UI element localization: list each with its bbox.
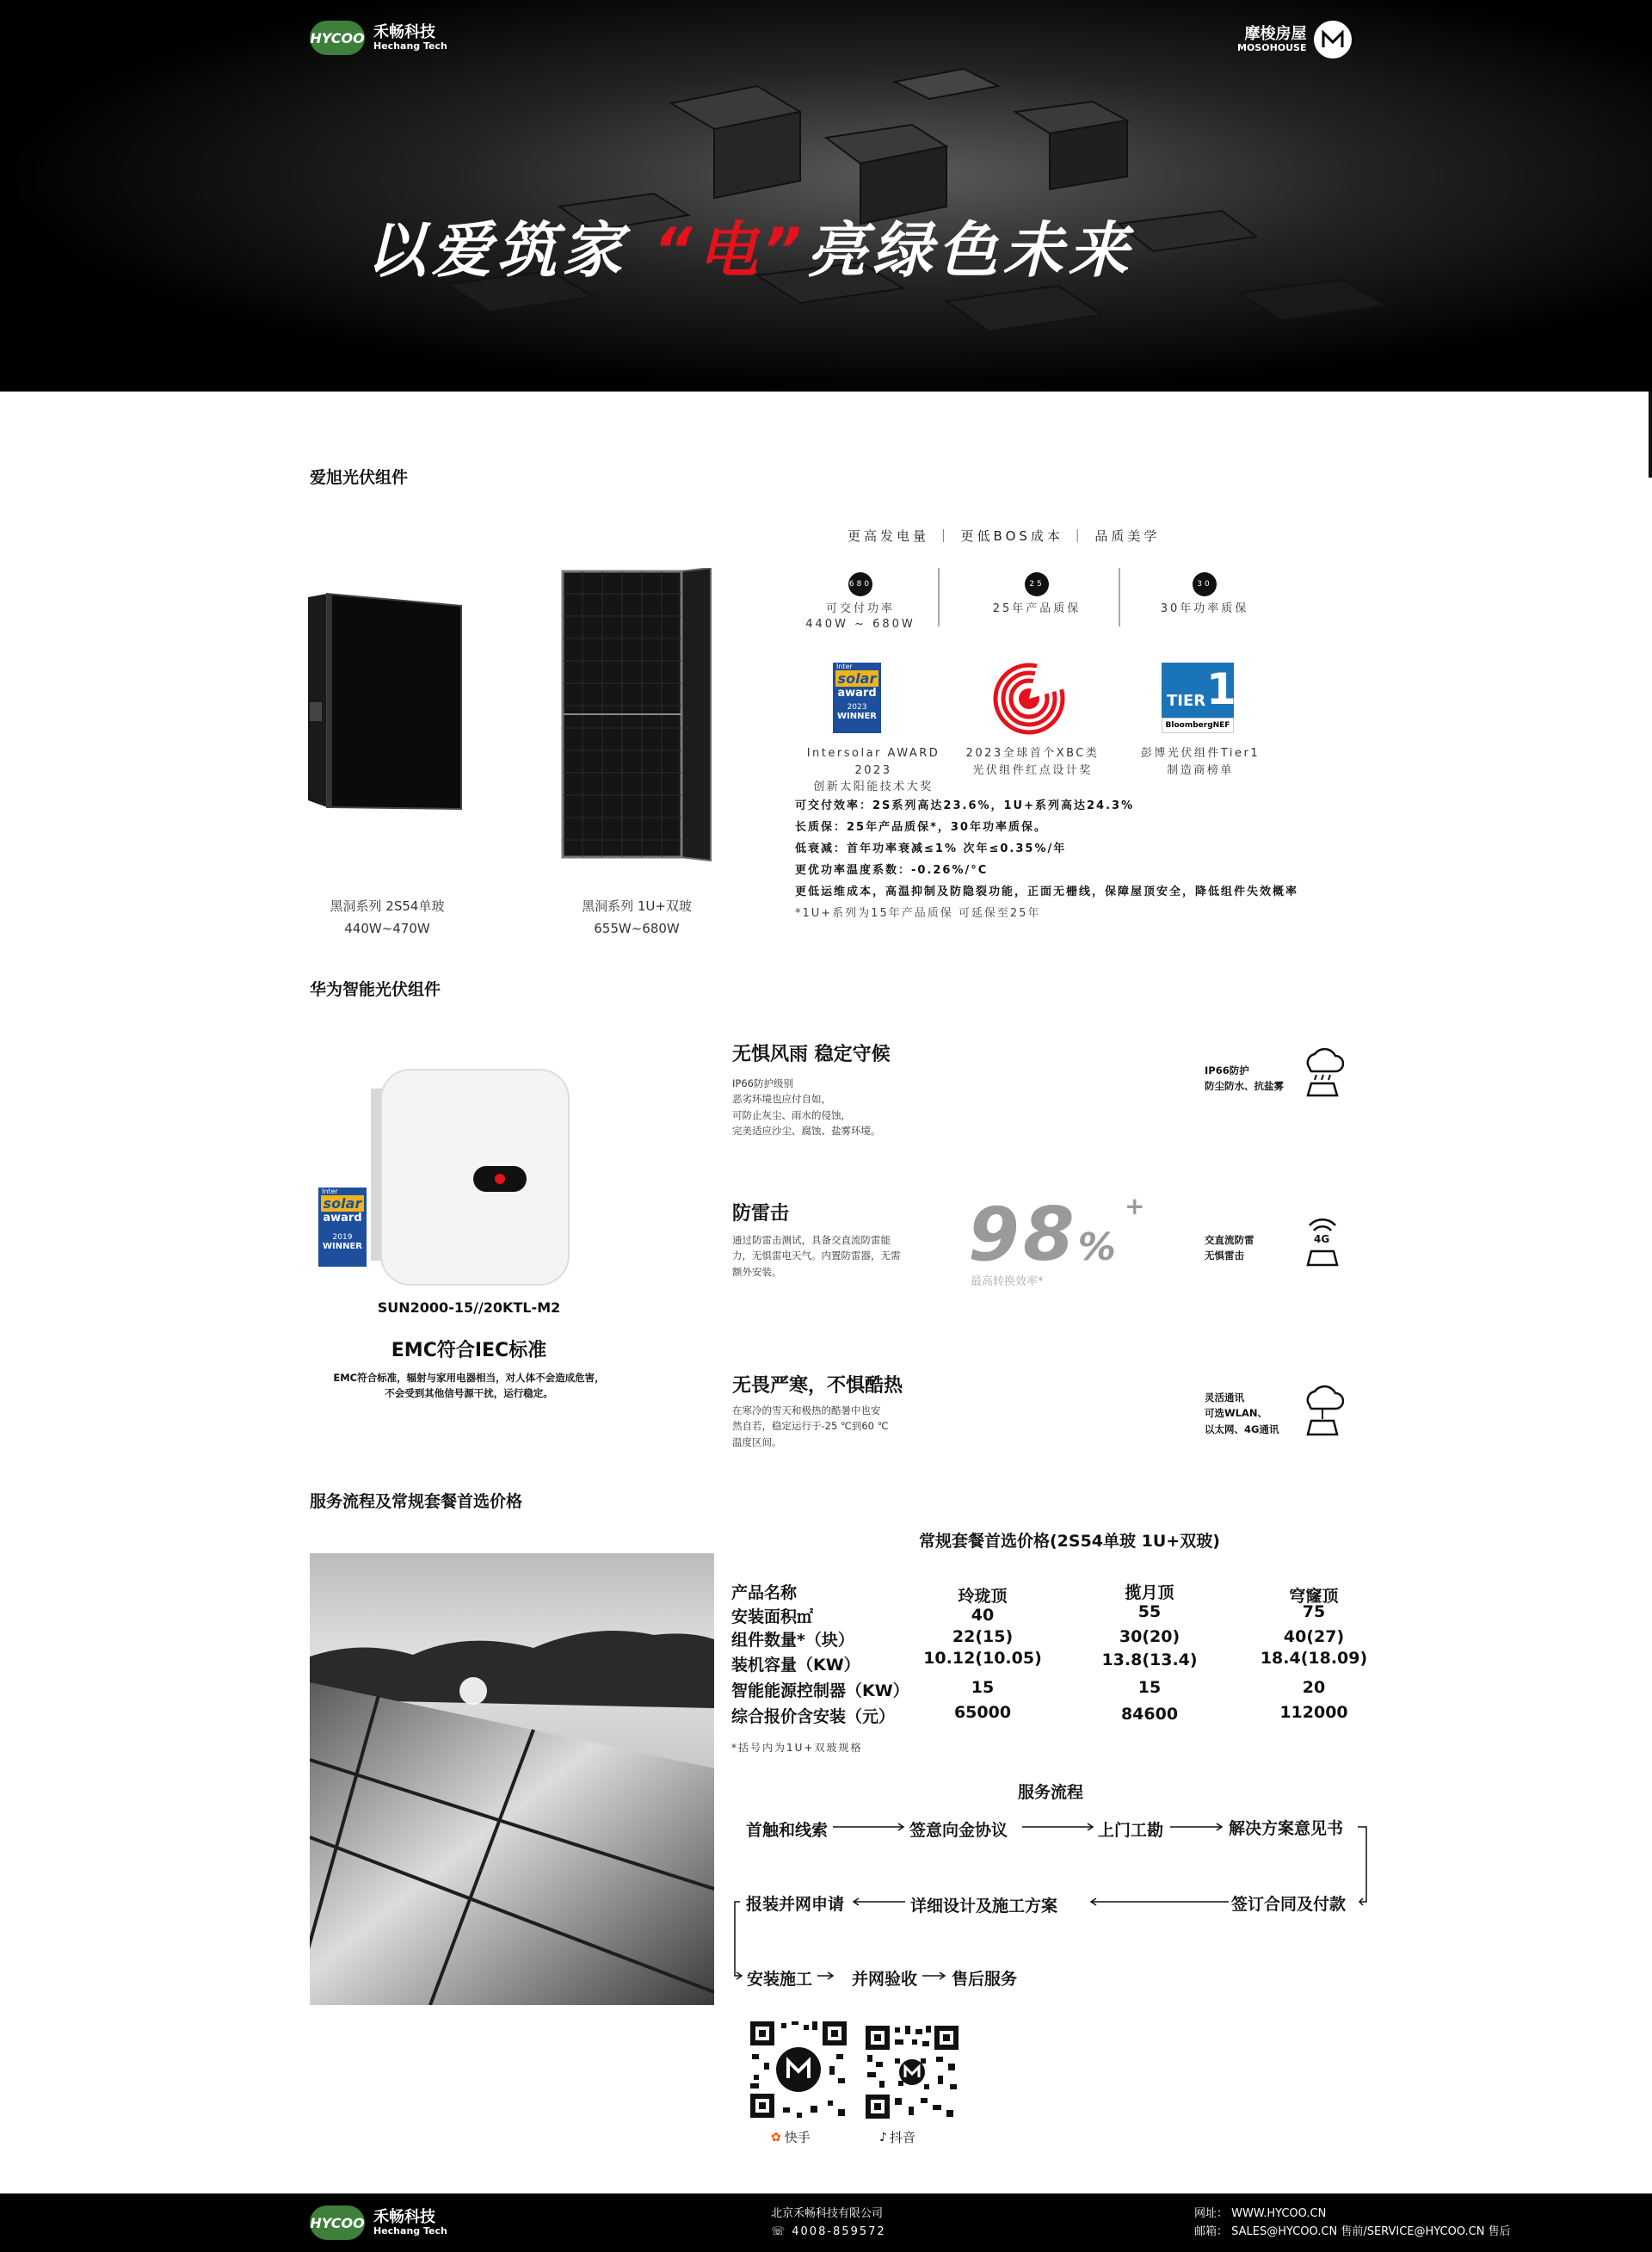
intersolar-award-logo	[833, 663, 881, 733]
award1-caption-line1: Intersolar AWARD 2023	[806, 747, 940, 777]
feature-product-warranty	[972, 572, 1101, 617]
cell-count-1: 22(15)	[952, 1627, 1014, 1646]
hw-award-word: award	[323, 1212, 362, 1225]
block-weather-line3: 可防止灰尘、雨水的侵蚀，	[732, 1108, 851, 1121]
hero-title-red: “电”	[653, 215, 807, 286]
award2-caption-line1: 2023全球首个XBC类	[965, 747, 1100, 760]
kuaishou-label[interactable]	[771, 2128, 811, 2146]
flow-step-8: 安装施工	[747, 1970, 813, 1989]
kuaishou-icon: ✿	[771, 2130, 781, 2144]
cell-capacity-2: 13.8(13.4)	[1101, 1650, 1198, 1669]
tier-num: 1	[1206, 664, 1236, 714]
award1-badge-word: award	[837, 687, 877, 700]
douyin-text: 抖音	[889, 2130, 915, 2145]
footer-web[interactable]: 网址： WWW.HYCOO.CN	[1194, 2207, 1327, 2220]
side-ip66-line2: 防尘防水、抗盐雾	[1205, 1080, 1284, 1093]
side-comm-line1: 灵活通讯	[1205, 1391, 1244, 1404]
efficiency-caption: 最高转换效率*	[971, 1275, 1044, 1288]
warranty-30-icon: 30	[1193, 572, 1217, 596]
side-comm-line2: 可选WLAN、	[1205, 1407, 1268, 1420]
efficiency-unit: %	[1077, 1225, 1116, 1269]
award1-badge-year: 2023	[847, 703, 867, 712]
block-weather-line2: 恶劣环境也应付自如，	[732, 1093, 831, 1106]
cell-count-3: 40(27)	[1283, 1627, 1345, 1646]
side-lightning-line2: 无惧雷击	[1205, 1249, 1244, 1262]
award1-caption-line2: 创新太阳能技术大奖	[813, 780, 934, 793]
tier-word: TIER	[1167, 692, 1206, 710]
block-temperature-line2: 然自若，稳定运行于-25 ℃到60 ℃	[732, 1420, 889, 1433]
cloud-network-icon	[1301, 1383, 1344, 1438]
huawei-intersolar-award	[318, 1188, 367, 1267]
price-table-title: 常规套餐首选价格(2S54单玻 1U+双玻)	[919, 1532, 1220, 1551]
douyin-label[interactable]	[879, 2128, 915, 2146]
col-lanyue: 揽月顶	[1125, 1583, 1174, 1602]
feature-divider	[1119, 568, 1120, 626]
row-label-price: 综合报价含安装（元）	[731, 1707, 896, 1726]
flow-title: 服务流程	[1018, 1783, 1084, 1802]
block-lightning-title: 防雷击	[732, 1203, 790, 1225]
tier-sub: BloombergNEF	[1162, 718, 1234, 733]
row-label-name: 产品名称	[731, 1583, 798, 1602]
emc-body-1: EMC符合标准，辐射与家用电器相当，对人体不会造成危害，	[333, 1372, 605, 1384]
feature-product-warranty-line: 25年产品质保	[992, 602, 1082, 615]
row-label-controller: 智能能源控制器（KW）	[731, 1681, 909, 1700]
side-comm-line3: 以太网、4G通讯	[1205, 1422, 1279, 1435]
award3-caption-line2: 制造商榜单	[1167, 763, 1234, 777]
huawei-inverter-image	[366, 1063, 572, 1286]
hycoo-badge: HYCOO	[310, 21, 365, 55]
hw-award-top: Inter	[322, 1188, 338, 1195]
footer-company: 北京禾畅科技有限公司	[771, 2207, 884, 2220]
award2-caption-line2: 光伏组件红点设计奖	[972, 763, 1093, 777]
red-dot-award-logo	[993, 663, 1065, 735]
hero-title	[366, 202, 1134, 289]
panel-2s54-image	[301, 590, 465, 810]
block-lightning-line1: 通过防雷击测试，具备交直流防雷能	[732, 1234, 891, 1246]
award1-badge-win: WINNER	[836, 712, 878, 721]
cell-capacity-3: 18.4(18.09)	[1260, 1649, 1368, 1668]
tier1-logo	[1162, 663, 1234, 733]
panel1-name: 黑洞系列 2S54单玻	[330, 898, 445, 914]
hero-cube-background	[0, 0, 1652, 392]
feature-power-warranty	[1140, 572, 1269, 617]
cell-area-3: 75	[1302, 1602, 1326, 1621]
panel1-power: 440W~470W	[344, 921, 430, 937]
footer-brand-en: Hechang Tech	[373, 2224, 447, 2237]
block-temperature-line1: 在寒冷的雪天和极热的酷暑中也安	[732, 1404, 881, 1416]
power-badge-icon: 680	[848, 572, 872, 596]
flow-step-10: 售后服务	[952, 1970, 1018, 1989]
block-temperature-title: 无畏严寒，不惧酷热	[732, 1375, 903, 1397]
cell-price-3: 112000	[1279, 1703, 1348, 1722]
block-lightning-line2: 力，无惧雷电天气。内置防雷器，无需	[732, 1249, 901, 1262]
signal-4g-label: 4G	[1314, 1233, 1330, 1245]
feature-power-line1: 可交付功率	[825, 602, 895, 615]
footer-mail[interactable]: 邮箱： SALES@HYCOO.CN 售前/SERVICE@HYCOO.CN 售后	[1194, 2224, 1511, 2238]
hero-title-c: 亮绿色未来	[806, 215, 1134, 286]
flow-step-3: 上门工勘	[1098, 1821, 1164, 1840]
flow-step-5: 签订合同及付款	[1231, 1895, 1347, 1914]
aixu-section-title: 爱旭光伏组件	[310, 468, 409, 487]
block-weather-line1: IP66防护级别	[732, 1077, 793, 1089]
kuaishou-text: 快手	[784, 2130, 811, 2145]
cell-controller-1: 15	[971, 1678, 995, 1697]
cloud-rain-icon	[1301, 1046, 1344, 1099]
award1-badge-top: Inter	[836, 663, 853, 670]
feature-headline: 更高发电量 ｜ 更低BOS成本 ｜ 品质美学	[848, 528, 1161, 544]
phone-icon: ☏	[771, 2224, 787, 2238]
flow-step-9: 并网验收	[852, 1970, 918, 1989]
col-qionglong: 穹窿顶	[1289, 1587, 1339, 1606]
flow-step-1: 首触和线索	[746, 1821, 829, 1840]
hero-title-a: 以爱筑家	[366, 215, 654, 286]
panel2-power: 655W~680W	[594, 921, 680, 937]
hw-award-win: WINNER	[322, 1242, 363, 1251]
row-label-count: 组件数量*（块）	[731, 1631, 854, 1650]
spec-efficiency: 可交付效率：2S系列高达23.6%，1U+系列高达24.3%	[795, 799, 1135, 812]
hycoo-logo[interactable]	[310, 21, 447, 55]
inverter-model: SUN2000-15//20KTL-M2	[377, 1299, 561, 1316]
efficiency-figure	[968, 1192, 1145, 1278]
block-weather-title: 无惧风雨 稳定守候	[732, 1044, 891, 1065]
warranty-25-icon: 25	[1025, 572, 1049, 596]
panel-1u-image	[559, 568, 714, 865]
table-note: *括号内为1U+双玻规格	[731, 1742, 863, 1754]
efficiency-number: 98	[968, 1192, 1078, 1278]
flow-step-7: 报装并网申请	[746, 1895, 845, 1914]
award1-badge-mid: solar	[835, 670, 878, 687]
row-label-capacity: 装机容量（KW）	[731, 1656, 860, 1675]
spec-note: *1U+系列为15年产品质保 可延保至25年	[795, 907, 1041, 920]
huawei-section-title: 华为智能光伏组件	[310, 980, 441, 999]
efficiency-plus: +	[1125, 1192, 1145, 1220]
row-label-area: 安装面积㎡	[731, 1607, 814, 1626]
douyin-icon: ♪	[879, 2130, 887, 2144]
flow-step-6: 详细设计及施工方案	[910, 1897, 1058, 1916]
signal-4g-icon	[1301, 1213, 1344, 1268]
feature-power-line2: 440W ~ 680W	[805, 618, 915, 632]
side-ip66-line1: IP66防护	[1205, 1064, 1249, 1077]
page-scrollbar[interactable]	[1649, 392, 1652, 478]
panel2-name: 黑洞系列 1U+双玻	[582, 898, 692, 914]
block-temperature-line3: 温度区间。	[732, 1435, 782, 1448]
block-weather-line4: 完美适应沙尘、腐蚀、盐雾环境。	[732, 1125, 881, 1138]
emc-body-2: 不会受到其他信号源干扰，运行稳定。	[385, 1387, 553, 1400]
brand-left-cn: 禾畅科技	[373, 22, 435, 41]
cell-count-2: 30(20)	[1119, 1627, 1180, 1646]
cell-price-2: 84600	[1120, 1705, 1179, 1724]
feature-divider	[938, 568, 940, 626]
block-lightning-line3: 额外安装。	[732, 1265, 782, 1278]
footer-logo[interactable]	[310, 2206, 447, 2240]
hw-award-year: 2019	[332, 1233, 353, 1242]
footer-hycoo-badge: HYCOO	[310, 2206, 365, 2240]
cell-area-1: 40	[971, 1606, 995, 1625]
flow-step-2: 签意向金协议	[909, 1821, 1008, 1840]
spec-degradation: 低衰减：首年功率衰减≤1% 次年≤0.35%/年	[795, 842, 1067, 855]
service-section-title: 服务流程及常规套餐首选价格	[310, 1492, 523, 1511]
spec-warranty: 长质保：25年产品质保*，30年功率质保。	[795, 821, 1047, 834]
brand-left-en: Hechang Tech	[373, 40, 447, 52]
emc-title: EMC符合IEC标准	[391, 1340, 547, 1361]
mosohouse-logo[interactable]	[1237, 21, 1352, 59]
solar-roof-photo	[310, 1553, 714, 2005]
mosohouse-m-icon	[1314, 21, 1352, 59]
hero-banner	[0, 0, 1652, 392]
cell-area-2: 55	[1137, 1602, 1162, 1621]
side-lightning-line1: 交直流防雷	[1205, 1234, 1254, 1246]
award3-caption-line1: 彭博光伏组件Tier1	[1140, 747, 1261, 760]
cell-price-1: 65000	[953, 1703, 1012, 1722]
col-linglong: 玲珑顶	[958, 1587, 1008, 1606]
footer-brand-cn: 禾畅科技	[373, 2207, 435, 2226]
kuaishou-qr-code[interactable]	[747, 2018, 850, 2121]
footer	[0, 2193, 1652, 2252]
spec-temperature: 更优功率温度系数：-0.26%/°C	[795, 864, 989, 877]
spec-maintenance: 更低运维成本，高温抑制及防隐裂功能，正面无栅线，保障屋顶安全，降低组件失效概率	[795, 885, 1299, 898]
flow-step-4: 解决方案意见书	[1229, 1819, 1344, 1838]
footer-phone[interactable]: 4008-859572	[792, 2224, 886, 2238]
feature-power	[800, 572, 921, 632]
hw-award-mid: solar	[321, 1195, 364, 1212]
brand-right-en: MOSOHOUSE	[1237, 41, 1307, 53]
douyin-qr-code[interactable]	[864, 2024, 960, 2120]
cell-controller-2: 15	[1137, 1678, 1162, 1697]
cell-controller-3: 20	[1302, 1678, 1326, 1697]
feature-power-warranty-line: 30年功率质保	[1160, 602, 1249, 615]
brand-right-cn: 摩梭房屋	[1244, 25, 1307, 44]
cell-capacity-1: 10.12(10.05)	[923, 1649, 1042, 1668]
